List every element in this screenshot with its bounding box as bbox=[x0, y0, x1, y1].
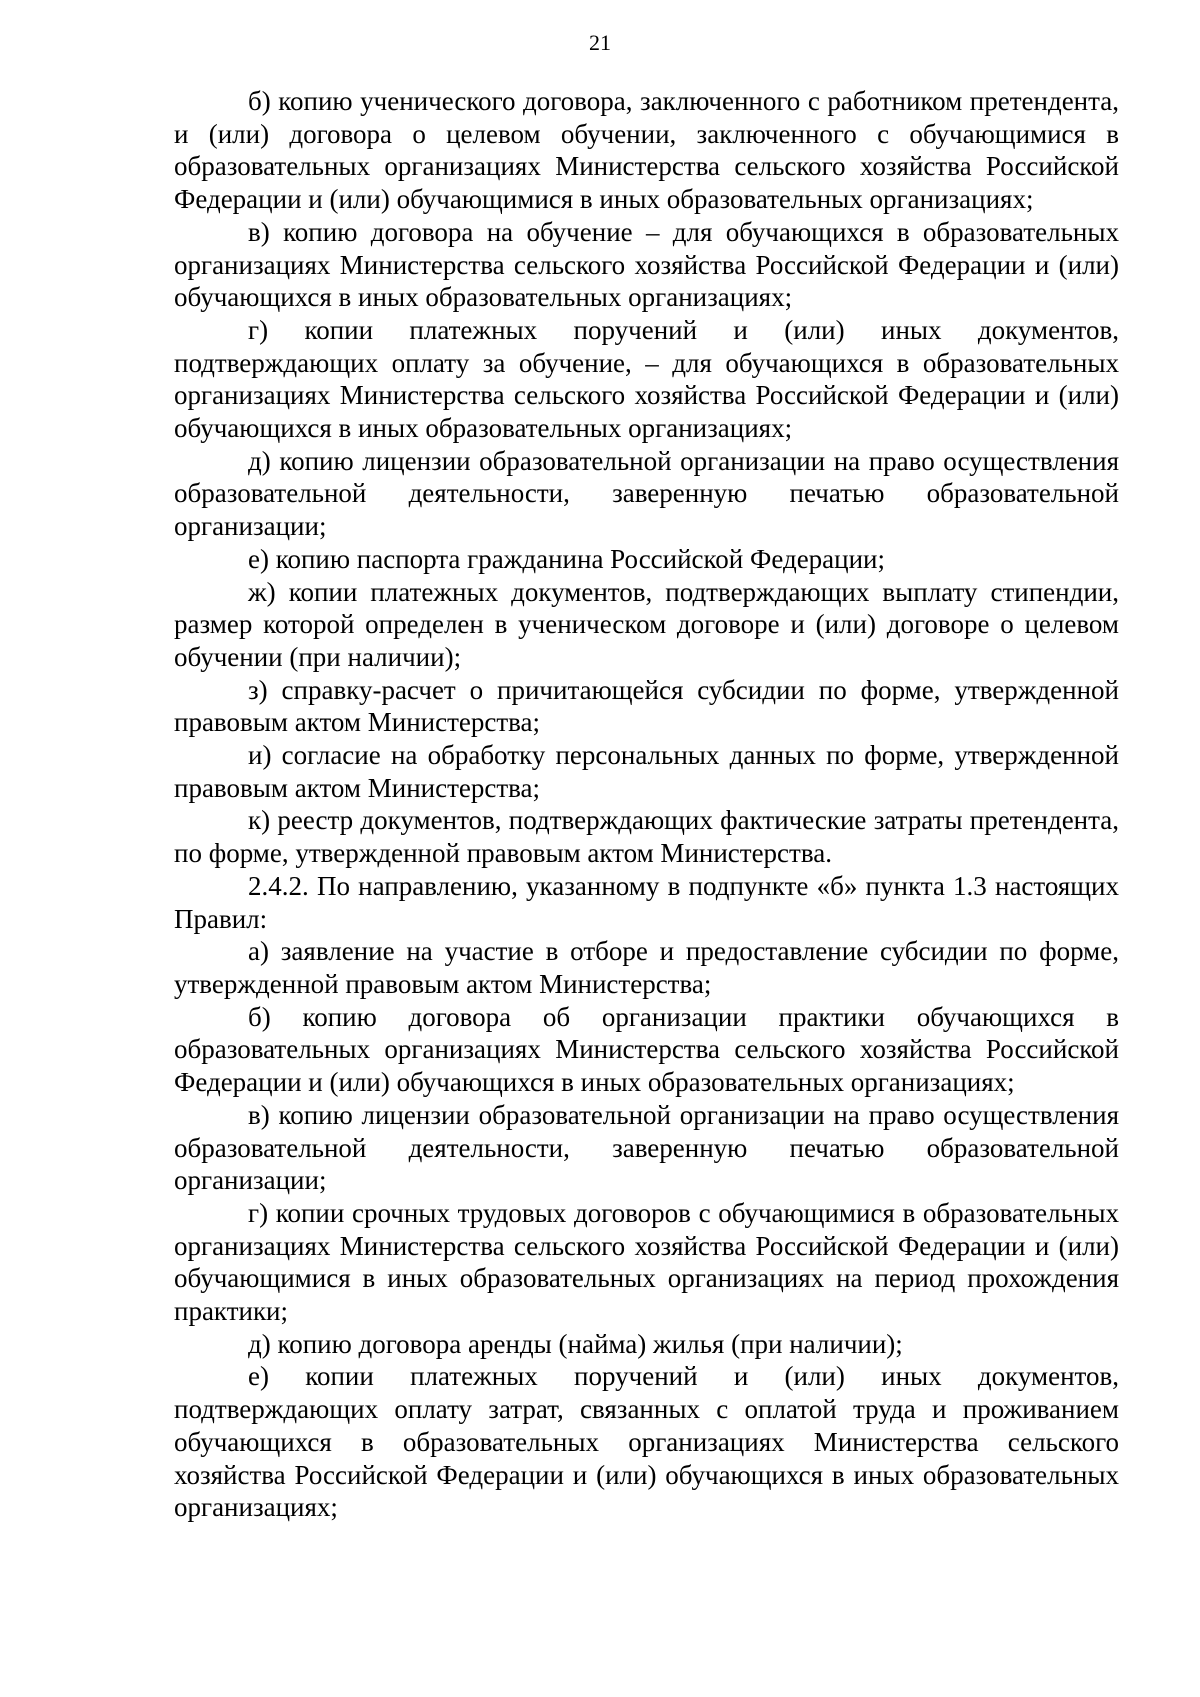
document-body bbox=[174, 85, 1119, 1524]
list-item-d-housing-lease: д) копию договора аренды (найма) жилья (при наличии); bbox=[248, 1328, 903, 1359]
list-item-k-document-register: к) реестр документов, подтверждающих фактические затраты претендента, по форме, утвержденной правовым актом Министерства. bbox=[174, 805, 1119, 869]
list-item-zh-stipend-payments: ж) копии платежных документов, подтверждающих выплату стипендии, размер которой определен в ученическом договоре и (или) договоре о целевом обучении (при наличии); bbox=[174, 576, 1119, 672]
list-item-g-payment-orders: г) копии платежных поручений и (или) иных документов, подтверждающих оплату за обучение, – для обучающихся в образовательных организациях Министерства сельского хозяйства Российской Федерации и (или) обучающихся в иных образовательных организациях; bbox=[174, 314, 1119, 444]
section-heading-2-4-2: 2.4.2. По направлению, указанному в подпункте «б» пункта 1.3 настоящих Правил: bbox=[174, 870, 1119, 934]
list-item-b-apprenticeship-contract: б) копию ученического договора, заключенного с работником претендента, и (или) договора о целевом обучении, заключенного с обучающимися в образовательных организациях Министерства сельского хозяйства Российской Федерации и (или) обучающимися в иных образовательных организациях; bbox=[174, 86, 1119, 215]
list-item-i-data-consent: и) согласие на обработку персональных данных по форме, утвержденной правовым актом Министерства; bbox=[174, 740, 1119, 803]
list-item-e-payment-orders: е) копии платежных поручений и (или) иных документов, подтверждающих оплату затрат, связанных с оплатой труда и проживанием обучающихся в образовательных организациях Министерства сельского хозяйства Российской Федерации и (или) обучающихся в иных образовательных организациях; bbox=[174, 1361, 1119, 1523]
page-number: 21 bbox=[589, 30, 611, 55]
list-item-v-license: в) копию лицензии образовательной организации на право осуществления образовательной деятельности, заверенную печатью образовательной организации; bbox=[174, 1099, 1119, 1196]
list-item-v-education-contract: в) копию договора на обучение – для обучающихся в образовательных организациях Министерства сельского хозяйства Российской Федерации и (или) обучающихся в иных образовательных организациях; bbox=[174, 216, 1119, 313]
list-item-b-practice-contract: б) копию договора об организации практики обучающихся в образовательных организациях Министерства сельского хозяйства Российской Федерации и (или) обучающихся в иных образовательных организациях; bbox=[174, 1001, 1119, 1098]
list-item-a-application: а) заявление на участие в отборе и предоставление субсидии по форме, утвержденной правовым актом Министерства; bbox=[174, 936, 1119, 999]
list-item-e-passport: е) копию паспорта гражданина Российской Федерации; bbox=[248, 543, 886, 574]
list-item-d-license: д) копию лицензии образовательной организации на право осуществления образовательной деятельности, заверенную печатью образовательной организации; bbox=[174, 445, 1119, 542]
list-item-z-subsidy-calculation: з) справку-расчет о причитающейся субсидии по форме, утвержденной правовым актом Министерства; bbox=[174, 674, 1119, 738]
list-item-g-fixed-term-contracts: г) копии срочных трудовых договоров с обучающимися в образовательных организациях Министерства сельского хозяйства Российской Федерации и (или) обучающимися в иных образовательных организациях на период прохождения практики; bbox=[174, 1197, 1119, 1327]
